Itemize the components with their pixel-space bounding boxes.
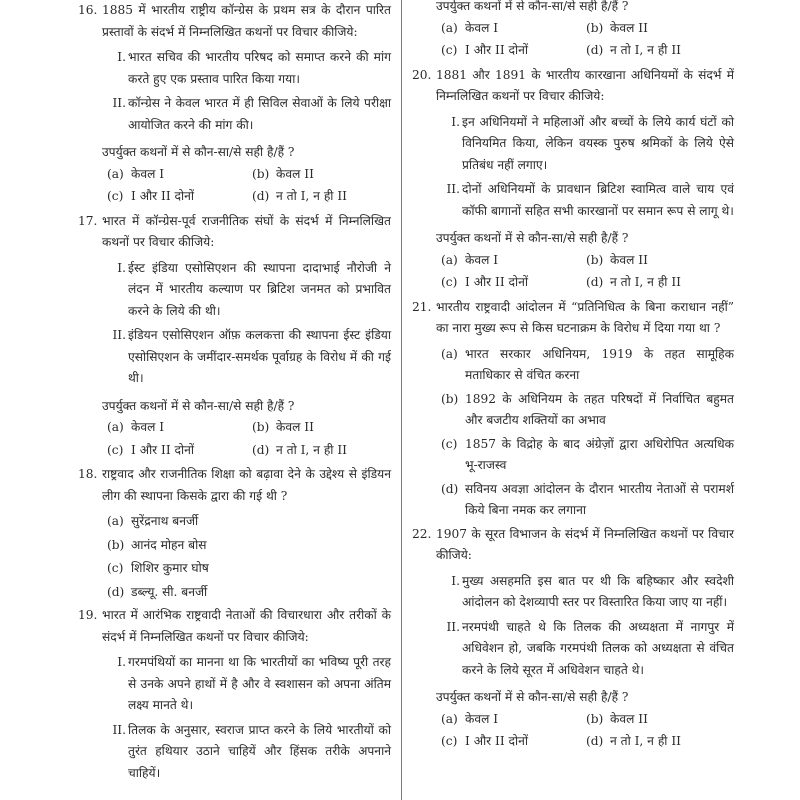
question-stem	[78, 211, 391, 254]
statement-number: II.	[112, 96, 126, 110]
question-text: भारतीय राष्ट्रवादी आंदोलन में “प्रतिनिधित्व के बिना कराधान नहीं” का नारा मुख्य रूप से किस घटनाक्रम के विरोध में दिया गया था ?	[436, 299, 734, 335]
option-c[interactable]	[441, 272, 586, 294]
options	[412, 250, 734, 294]
option-label: (b)	[441, 391, 459, 406]
option-a[interactable]	[107, 164, 252, 186]
option-label: (a)	[107, 420, 124, 434]
option-d[interactable]	[586, 40, 736, 62]
statement-text: इंडियन एसोसिएशन ऑफ़ कलकत्ता की स्थापना ईस्ट इंडिया एसोसिएशन के जमींदार-समर्थक पूर्वाग्रह के विरोध में की गई थी।	[128, 328, 391, 385]
question-prompt: उपर्युक्त कथनों में से कौन-सा/से सही है/हैं ?	[436, 690, 629, 704]
option-b[interactable]	[586, 709, 736, 731]
option-b[interactable]	[252, 417, 402, 439]
question-number: 19.	[78, 608, 98, 622]
option-d[interactable]	[107, 582, 391, 604]
statement	[78, 47, 391, 90]
option-text: केवल II	[276, 420, 314, 434]
statement	[78, 325, 391, 390]
option-c[interactable]	[441, 731, 586, 753]
option-b[interactable]	[252, 164, 402, 186]
option-label: (a)	[441, 252, 458, 267]
question-prompt: उपर्युक्त कथनों में से कौन-सा/से सही है/हैं ?	[436, 0, 629, 13]
option-b[interactable]	[107, 535, 391, 557]
statement-text: नरमपंथी चाहते थे कि तिलक की अध्यक्षता में नागपुर में अधिवेशन हो, जबकि गरमपंथी तिलक को अध्यक्षता से वंचित करने के लिये सूरत में अधिवेशन चाहते थे।	[462, 619, 734, 677]
question-prompt: उपर्युक्त कथनों में से कौन-सा/से सही है/हैं ?	[102, 398, 295, 413]
statement-text: इन अधिनियमों ने महिलाओं और बच्चों के लिये कार्य घंटों को विनियमित किया, लेकिन वयस्क पुरुष श्रमिकों के लिये ऐसे प्रतिबंध नहीं लगाए।	[462, 114, 734, 172]
question-number: 18.	[78, 467, 98, 481]
statement-number: II.	[446, 182, 460, 196]
option-label: (b)	[252, 420, 270, 434]
option-text: न तो I, न ही II	[610, 43, 681, 57]
option-text: आनंद मोहन बोस	[131, 537, 207, 552]
option-text: न तो I, न ही II	[610, 734, 681, 748]
question-number: 16.	[78, 3, 98, 17]
question-text: भारत में कॉन्ग्रेस-पूर्व राजनीतिक संघों के संदर्भ में निम्नलिखित कथनों पर विचार कीजिये:	[102, 213, 391, 249]
option-label: (a)	[441, 711, 458, 726]
statement-number: II.	[112, 722, 126, 737]
option-label: (b)	[586, 252, 604, 267]
option-text: न तो I, न ही II	[610, 275, 681, 289]
option-text: केवल I	[465, 711, 499, 726]
option-text: केवल II	[610, 711, 648, 726]
statement	[412, 112, 734, 177]
question-prompt: उपर्युक्त कथनों में से कौन-सा/से सही है/हैं ?	[436, 231, 629, 245]
question-17	[78, 211, 391, 462]
option-label: (c)	[107, 561, 124, 575]
option-text: न तो I, न ही II	[276, 189, 347, 203]
question-19	[78, 605, 391, 784]
statement	[78, 258, 391, 323]
option-b[interactable]	[586, 18, 736, 40]
question-prompt: उपर्युक्त कथनों में से कौन-सा/से सही है/हैं ?	[102, 145, 295, 159]
options	[412, 344, 734, 522]
question-stem	[78, 464, 391, 507]
option-label: (b)	[586, 20, 604, 35]
option-text: I और II दोनों	[131, 442, 195, 457]
option-text: शिशिर कुमार घोष	[131, 561, 209, 575]
option-text: केवल I	[465, 20, 499, 35]
option-a[interactable]	[107, 511, 391, 533]
statement-text: गरमपंथियों का मानना था कि भारतीयों का भविष्य पूरी तरह से उनके अपने हाथों में है और वे स्वशासन को अपना अंतिम लक्ष्य मानते थे।	[128, 655, 391, 712]
options	[412, 18, 734, 62]
option-text: भारत सरकार अधिनियम, 1919 के तहत सामूहिक मताधिकार से वंचित करना	[465, 346, 734, 382]
statement-text: कॉन्ग्रेस ने केवल भारत में ही सिविल सेवाओं के लिये परीक्षा आयोजित करने की मांग की।	[128, 96, 391, 132]
question-stem	[412, 524, 734, 567]
statement-number: I.	[117, 260, 126, 275]
option-d[interactable]	[586, 731, 736, 753]
option-c[interactable]	[441, 434, 734, 477]
question-16	[78, 0, 391, 208]
option-label: (d)	[252, 442, 270, 457]
question-21	[412, 297, 734, 522]
options	[412, 709, 734, 753]
left-column	[78, 0, 391, 784]
column-divider	[401, 0, 402, 800]
options	[78, 417, 391, 461]
statement-number: I.	[451, 114, 460, 129]
option-a[interactable]	[107, 417, 252, 439]
option-text: सुरेंद्रनाथ बनर्जी	[131, 514, 199, 528]
question-text: 1881 और 1891 के भारतीय कारखाना अधिनियमों के संदर्भ में निम्नलिखित कथनों पर विचार कीजिये:	[436, 67, 734, 103]
option-c[interactable]	[107, 440, 252, 462]
option-label: (c)	[441, 734, 458, 748]
option-label: (c)	[441, 275, 458, 289]
option-label: (c)	[441, 43, 458, 57]
question-19-continued	[412, 0, 734, 62]
statement	[412, 571, 734, 614]
statement-text: दोनों अधिनियमों के प्रावधान ब्रिटिश स्वामित्व वाले चाय एवं कॉफी बागानों सहित सभी कारखानों पर समान रूप से लागू थे।	[462, 182, 734, 218]
option-text: केवल I	[465, 252, 499, 267]
option-label: (c)	[441, 436, 458, 451]
statement-number: II.	[446, 619, 460, 634]
option-a[interactable]	[441, 709, 586, 731]
option-b[interactable]	[586, 250, 736, 272]
option-c[interactable]	[107, 558, 391, 580]
question-22	[412, 524, 734, 753]
question-text: 1907 के सूरत विभाजन के संदर्भ में निम्नलिखित कथनों पर विचार कीजिये:	[436, 526, 734, 562]
question-text: 1885 में भारतीय राष्ट्रीय कॉन्ग्रेस के प्रथम सत्र के दौरान पारित प्रस्तावों के संदर्भ में निम्नलिखित कथनों पर विचार कीजिये:	[102, 3, 391, 39]
right-column	[412, 0, 734, 756]
option-a[interactable]	[441, 344, 734, 387]
option-label: (c)	[107, 442, 124, 457]
option-text: 1892 के अधिनियम के तहत परिषदों में निर्वाचित बहुमत और बजटीय शक्तियों का अभाव	[465, 391, 734, 427]
question-stem	[78, 605, 391, 648]
option-label: (b)	[252, 166, 270, 181]
option-text: 1857 के विद्रोह के बाद अंग्रेज़ों द्वारा अधिरोपित अत्यधिक भू-राजस्व	[465, 436, 734, 472]
question-number: 21.	[412, 299, 432, 314]
option-text: I और II दोनों	[465, 275, 529, 289]
statement	[78, 720, 391, 785]
question-20	[412, 65, 734, 294]
statement	[78, 93, 391, 136]
statement-number: I.	[451, 573, 460, 588]
option-label: (a)	[107, 166, 124, 181]
statement-text: भारत सचिव की भारतीय परिषद को समाप्त करने की मांग करते हुए एक प्रस्ताव पारित किया गया।	[128, 50, 391, 86]
question-stem	[412, 65, 734, 108]
option-c[interactable]	[441, 40, 586, 62]
option-text: I और II दोनों	[131, 189, 195, 203]
options	[78, 511, 391, 603]
statement-number: I.	[117, 50, 126, 64]
option-text: I और II दोनों	[465, 734, 529, 748]
option-label: (d)	[252, 189, 270, 203]
option-text: डब्ल्यू. सी. बनर्जी	[131, 584, 208, 599]
statement-text: मुख्य असहमति इस बात पर थी कि बहिष्कार और स्वदेशी आंदोलन को देशव्यापी स्तर पर विस्तारित किया जाए या नहीं।	[462, 573, 734, 609]
statement-text: तिलक के अनुसार, स्वराज प्राप्त करने के लिये भारतीयों को तुरंत हथियार उठाने चाहियें और हिंसक तरीके अपनाने चाहियें।	[128, 722, 391, 780]
option-label: (b)	[586, 711, 604, 726]
option-label: (a)	[107, 514, 124, 528]
option-b[interactable]	[441, 389, 734, 432]
option-d[interactable]	[252, 186, 402, 208]
option-text: सविनय अवज्ञा आंदोलन के दौरान भारतीय नेताओं से परामर्श किये बिना नमक कर लगाना	[465, 481, 734, 517]
option-label: (b)	[107, 537, 125, 552]
option-label: (d)	[107, 584, 125, 599]
question-text: भारत में आरंभिक राष्ट्रवादी नेताओं की विचारधारा और तरीकों के संदर्भ में निम्नलिखित कथनों पर विचार कीजिये:	[102, 608, 391, 644]
question-number: 22.	[412, 526, 432, 541]
option-label: (c)	[107, 189, 124, 203]
option-label: (a)	[441, 20, 458, 35]
option-label: (d)	[586, 275, 604, 289]
statement	[78, 652, 391, 717]
option-label: (d)	[586, 734, 604, 748]
options	[78, 164, 391, 208]
option-text: I और II दोनों	[465, 43, 529, 57]
option-label: (a)	[441, 346, 458, 361]
statement-number: II.	[112, 328, 126, 342]
option-text: केवल II	[610, 20, 648, 35]
option-c[interactable]	[107, 186, 252, 208]
question-stem	[412, 297, 734, 340]
question-18	[78, 464, 391, 603]
option-label: (d)	[441, 481, 459, 496]
option-text: केवल II	[610, 252, 648, 267]
statement-number: I.	[117, 655, 126, 669]
question-stem	[78, 0, 391, 43]
option-d[interactable]	[252, 440, 402, 462]
option-a[interactable]	[441, 18, 586, 40]
option-text: न तो I, न ही II	[276, 442, 347, 457]
question-number: 17.	[78, 213, 98, 228]
statement-text: ईस्ट इंडिया एसोसिएशन की स्थापना दादाभाई नौरोजी ने लंदन में भारतीय कल्याण पर ब्रिटिश जनमत को प्रभावित करने के लिये की थी।	[128, 260, 391, 318]
statement	[412, 179, 734, 222]
option-text: केवल I	[131, 420, 165, 434]
option-d[interactable]	[441, 479, 734, 522]
option-a[interactable]	[441, 250, 586, 272]
option-label: (d)	[586, 43, 604, 57]
question-number: 20.	[412, 67, 432, 82]
option-d[interactable]	[586, 272, 736, 294]
question-text: राष्ट्रवाद और राजनीतिक शिक्षा को बढ़ावा देने के उद्देश्य से इंडियन लीग की स्थापना किसके द्वारा की गई थी ?	[102, 467, 391, 503]
option-text: केवल I	[131, 166, 165, 181]
option-text: केवल II	[276, 166, 314, 181]
statement	[412, 617, 734, 682]
